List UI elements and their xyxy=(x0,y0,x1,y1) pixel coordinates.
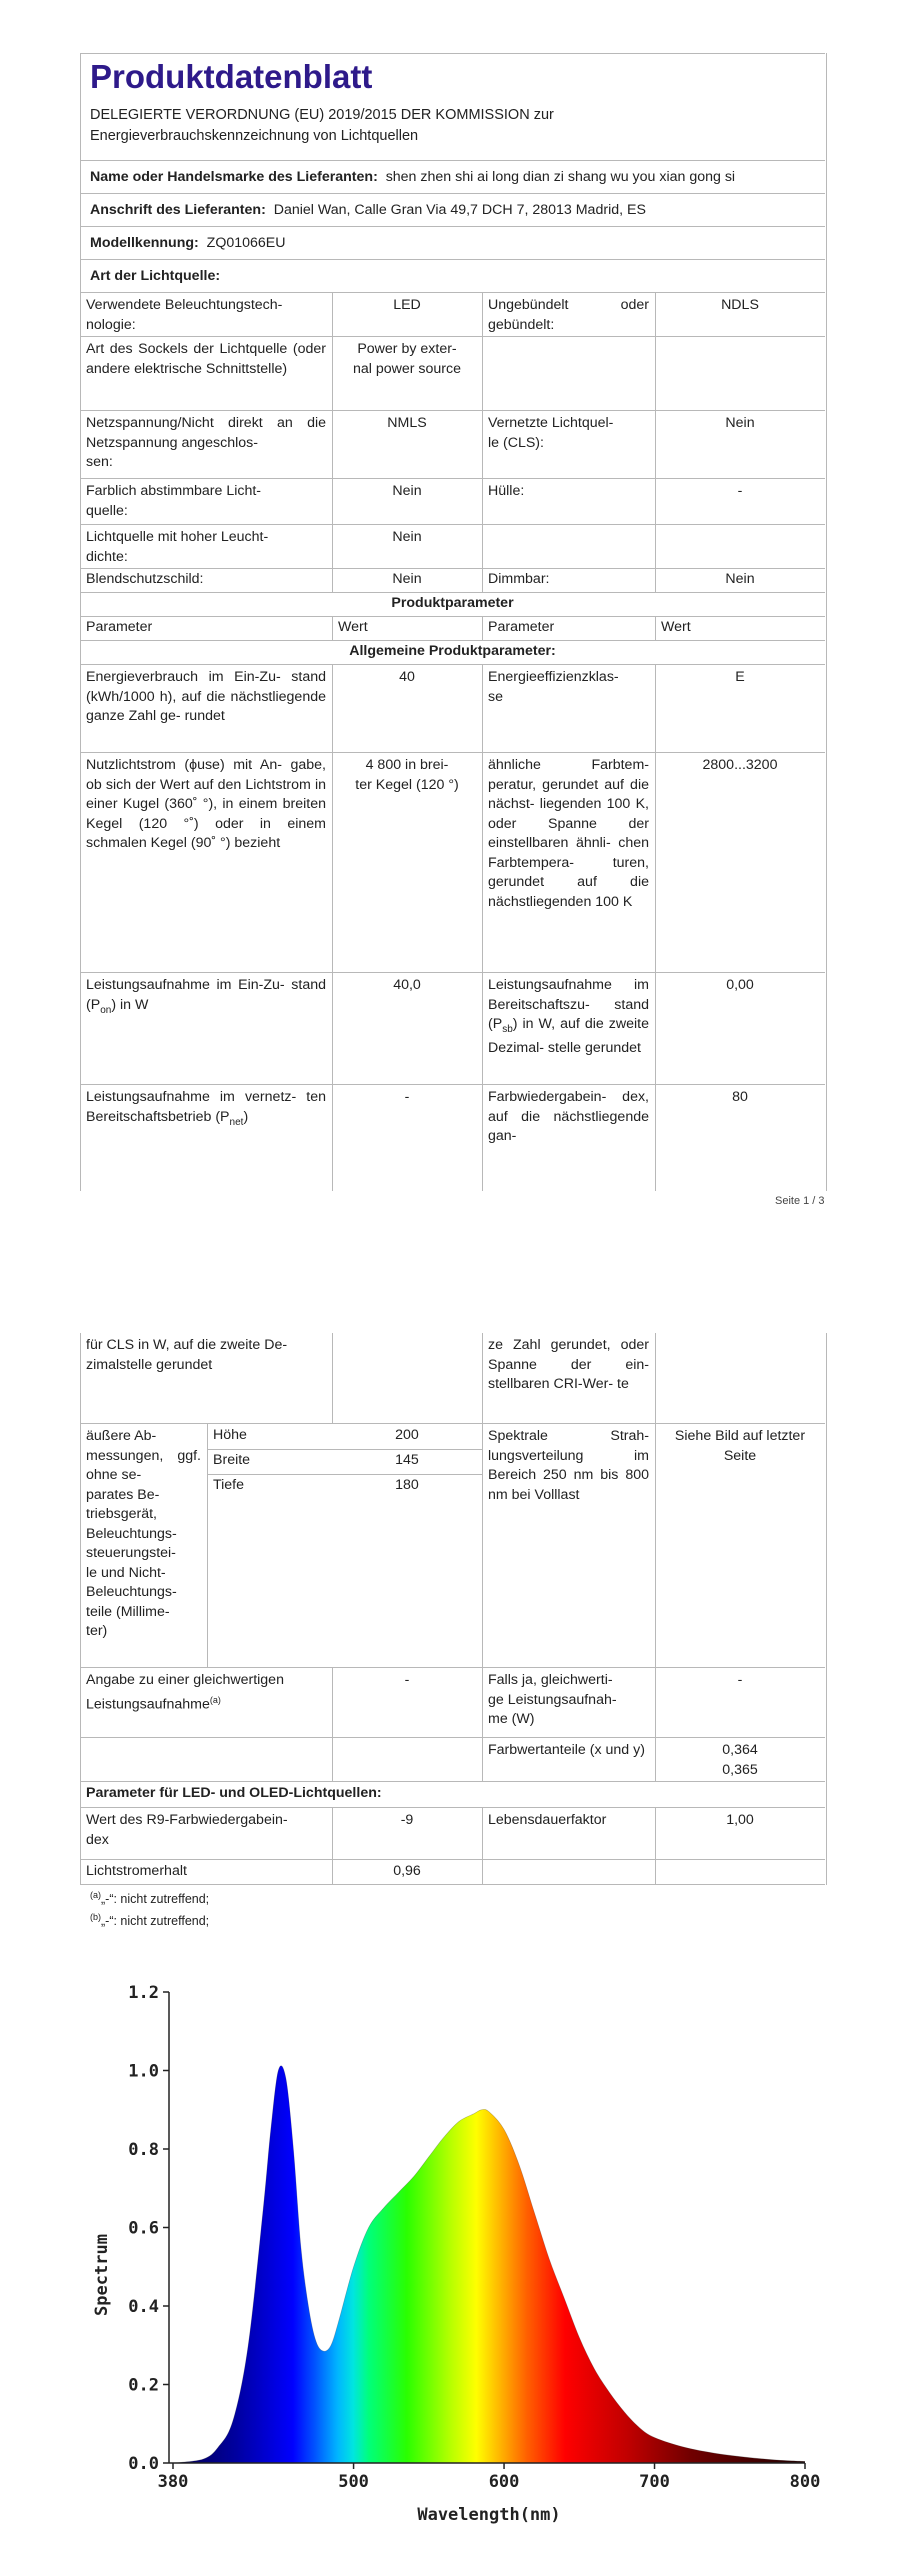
row-networked-cont xyxy=(80,1333,825,1423)
cell-equivalent-w-label: Falls ja, gleichwerti- ge Leistungsaufnah- me (W) xyxy=(488,1672,617,1727)
row-colour-tunable xyxy=(80,478,825,524)
cell-socket-value: Power by exter- nal power source xyxy=(352,341,462,377)
cell-flux-label: Nutzlichtstrom (ϕuse) mit An- gabe, ob sich der Wert auf den Lichtstrom in einer Kugel (360˚ °), in einem breiten Kegel (120 °˚) oder in einem schmalen Kegel (90˚ °) bezieht xyxy=(86,757,326,851)
page1 xyxy=(80,53,825,1191)
row-equivalent-power xyxy=(80,1667,825,1737)
cell-dimmable-value: Nein xyxy=(725,571,755,587)
cell-standby-value: 0,00 xyxy=(726,977,754,993)
row-r9 xyxy=(80,1807,825,1859)
footnote-b: $^{(b)}$„-“: nicht zutreffend; xyxy=(90,1912,210,1929)
cell-envelope-label: Hülle: xyxy=(488,483,525,499)
led-params-row xyxy=(80,1781,825,1807)
cell-survival-value: 1,00 xyxy=(726,1812,754,1828)
doc-subtitle: DELEGIERTE VERORDNUNG (EU) 2019/2015 DER KOMMISSION zur Energieverbrauchskennzeichnung von Lichtquellen xyxy=(90,107,554,144)
cell-equivalent-w-value: - xyxy=(737,1672,743,1688)
cell-directional-value: NDLS xyxy=(721,297,759,313)
y-tick-label: 0.2 xyxy=(128,2375,159,2396)
cell-efficiency-label: Energieeffizienzklas- se xyxy=(488,669,619,705)
row-energy xyxy=(80,664,825,752)
row-high-luminance xyxy=(80,524,825,568)
y-tick-label: 0.4 xyxy=(128,2297,159,2317)
spectrum-area xyxy=(173,2066,805,2463)
cell-power-on-value: 40,0 xyxy=(393,977,421,993)
row-chromaticity xyxy=(80,1737,825,1781)
cell-envelope-value: - xyxy=(737,483,743,499)
cell-cct-value: 2800...3200 xyxy=(702,757,778,773)
cell-tunable-value: Nein xyxy=(392,483,422,499)
x-tick-label: 800 xyxy=(789,2472,821,2492)
y-axis-label: Spectrum xyxy=(92,2234,112,2316)
model-label: Modellkennung: xyxy=(90,235,199,251)
y-tick-label: 1.2 xyxy=(128,1983,159,2003)
row-lumen-maintenance xyxy=(80,1859,825,1885)
cell-depth-label: Tiefe xyxy=(213,1477,245,1493)
general-params-row xyxy=(80,640,825,664)
general-params-heading: Allgemeine Produktparameter: xyxy=(349,643,556,659)
cell-antiglare-value: Nein xyxy=(392,571,422,587)
cell-mains-label: Netzspannung/Nicht direkt an die Netzspannung angeschlos- sen: xyxy=(86,415,326,470)
supplier-name-value: shen zhen shi ai long dian zi shang wu you xian gong si xyxy=(385,169,736,185)
y-tick-label: 0.6 xyxy=(128,2218,159,2239)
cell-chromaticity-label: Farbwertanteile (x und y) xyxy=(488,1742,645,1758)
cell-directional-label: Ungebündelt oder gebündelt: xyxy=(488,297,649,333)
cell-cls-label: Vernetzte Lichtquel- le (CLS): xyxy=(488,415,614,451)
light-source-type-heading: Art der Lichtquelle: xyxy=(90,268,221,284)
cell-networked-label-cont: für CLS in W, auf die zweite De- zimalstelle gerundet xyxy=(86,1337,288,1373)
value-header-2: Wert xyxy=(661,619,691,635)
supplier-address-row xyxy=(80,193,825,226)
y-tick-label: 1.0 xyxy=(128,2061,159,2082)
cell-dimensions-label: äußere Ab- messungen, ggf. ohne se- parates Be- triebsgerät, Beleuchtungs- steuerungstei- le und Nicht- Beleuchtungs- teile (Millime- ter) xyxy=(86,1428,201,1639)
row-antiglare xyxy=(80,568,825,592)
x-tick-label: 700 xyxy=(639,2472,670,2492)
param-header-row xyxy=(80,616,825,640)
row-socket xyxy=(80,336,825,410)
x-tick-label: 500 xyxy=(338,2472,369,2492)
cell-dimmable-label: Dimmbar: xyxy=(488,571,550,587)
cell-lumen-value: 0,96 xyxy=(393,1863,421,1879)
cell-spectral-value: Siehe Bild auf letzter Seite xyxy=(674,1428,806,1464)
value-header-1: Wert xyxy=(338,619,368,635)
cell-cct-label: ähnliche Farbtem- peratur, gerundet auf die nächst- liegenden 100 K, oder Spanne der einstellbaren ähnli- chen Farbtempera- turen, gerundet auf die nächstliegenden 100 K xyxy=(488,757,649,910)
cell-standby-label: Leistungsaufnahme im Bereitschaftszu- stand $(P_{sb})$ in W, auf die zweite Dezimal- stelle gerundet xyxy=(488,977,649,1057)
row-technology xyxy=(80,292,825,336)
spectrum-chart xyxy=(0,1975,905,2535)
cell-lumen-label: Lichtstromerhalt xyxy=(86,1863,187,1879)
cell-technology-label: Verwendete Beleuchtungstech- nologie: xyxy=(86,297,283,333)
product-params-heading: Produktparameter xyxy=(391,595,514,611)
product-params-row xyxy=(80,592,825,616)
cell-socket-label: Art des Sockels der Lichtquelle (oder andere elektrische Schnittstelle) xyxy=(86,341,326,377)
cell-width-value: 145 xyxy=(395,1452,419,1468)
row-mains xyxy=(80,410,825,478)
cell-chromaticity-value: 0,364 0,365 xyxy=(722,1742,758,1778)
page1-footer: Seite 1 / 3 xyxy=(775,1195,825,1207)
cell-power-on-label: Leistungsaufnahme im Ein-Zu- stand $(P_{on})$ in W xyxy=(86,977,326,1016)
footnote-a: $^{(a)}$„-“: nicht zutreffend; xyxy=(90,1890,210,1907)
cell-efficiency-value: E xyxy=(735,669,745,685)
doc-title: Produktdatenblatt xyxy=(90,58,373,95)
x-tick-label: 380 xyxy=(157,2472,189,2492)
led-params-heading: Parameter für LED- und OLED-Lichtquellen: xyxy=(86,1785,382,1801)
supplier-address-label: Anschrift des Lieferanten: xyxy=(90,202,266,218)
cell-r9-label: Wert des R9-Farbwiedergabein- dex xyxy=(86,1812,288,1848)
cell-energy-label: Energieverbrauch im Ein-Zu- stand (kWh/1000 h), auf die nächstliegende ganze Zahl ge- rundet xyxy=(86,669,326,724)
supplier-name-label: Name oder Handelsmarke des Lieferanten: xyxy=(90,169,378,185)
param-header-2: Parameter xyxy=(488,619,555,635)
row-power-on xyxy=(80,972,825,1084)
cell-luminance-label: Lichtquelle mit hoher Leucht- dichte: xyxy=(86,529,269,565)
row-networked-standby xyxy=(80,1084,825,1191)
param-header-1: Parameter xyxy=(86,619,153,635)
cell-cri-label-cont: ze Zahl gerundet, oder Spanne der ein- stellbaren CRI-Wer- te xyxy=(488,1337,649,1392)
cell-tunable-label: Farblich abstimmbare Licht- quelle: xyxy=(86,483,262,519)
cell-energy-value: 40 xyxy=(399,669,415,685)
cell-networked-value: - xyxy=(404,1089,410,1105)
cell-technology-value: LED xyxy=(393,297,421,313)
x-tick-label: 600 xyxy=(488,2472,520,2492)
cell-width-label: Breite xyxy=(213,1452,251,1468)
cell-spectral-label: Spektrale Strah- lungsverteilung im Bereich 250 nm bis 800 nm bei Volllast xyxy=(488,1428,649,1503)
row-dimensions xyxy=(80,1423,825,1667)
cell-equivalent-label: Angabe zu einer gleichwertigen Leistungsaufnahme$^{(a)}$ xyxy=(86,1672,284,1713)
cell-cls-value: Nein xyxy=(725,415,755,431)
supplier-name-row xyxy=(80,160,825,193)
cell-height-value: 200 xyxy=(395,1427,419,1443)
cell-mains-value: NMLS xyxy=(387,415,427,431)
y-tick-label: 0.8 xyxy=(128,2140,159,2160)
cell-flux-value: 4 800 in brei- ter Kegel (120 °) xyxy=(355,757,459,793)
cell-depth-value: 180 xyxy=(395,1477,419,1493)
cell-networked-label: Leistungsaufnahme im vernetz- ten Bereitschaftsbetrieb $(P_{net})$ xyxy=(86,1089,326,1128)
cell-survival-label: Lebensdauerfaktor xyxy=(488,1812,607,1828)
light-source-type-row xyxy=(80,259,825,292)
model-value: ZQ01066EU xyxy=(206,235,286,251)
row-flux xyxy=(80,752,825,972)
cell-r9-value: -9 xyxy=(400,1812,414,1828)
page2 xyxy=(80,1333,825,1885)
x-axis-label: Wavelength(nm) xyxy=(417,2505,561,2525)
cell-cri-label: Farbwiedergabein- dex, auf die nächstliegende gan- xyxy=(488,1089,649,1144)
cell-luminance-value: Nein xyxy=(392,529,422,545)
y-tick-label: 0.0 xyxy=(128,2454,159,2474)
model-row xyxy=(80,226,825,259)
supplier-address-value: Daniel Wan, Calle Gran Via 49,7 DCH 7, 28013 Madrid, ES xyxy=(273,202,646,218)
cell-antiglare-label: Blendschutzschild: xyxy=(86,571,204,587)
cell-equivalent-value: - xyxy=(404,1672,410,1688)
cell-cri-value: 80 xyxy=(732,1089,748,1105)
doc-header xyxy=(80,53,825,54)
cell-height-label: Höhe xyxy=(213,1427,247,1443)
